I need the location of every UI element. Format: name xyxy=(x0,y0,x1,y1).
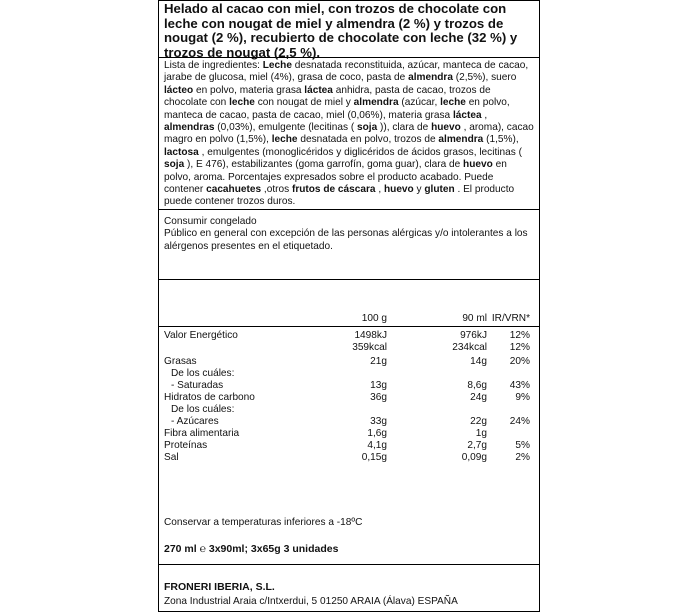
ingredient-text: en polvo, aroma. Porcentajes expresados sobre el producto acabado. Puede contener xyxy=(164,159,507,196)
header-per-100g: 100 g xyxy=(361,313,387,324)
ingredient-text: en polvo, materia grasa xyxy=(193,84,305,96)
company-divider xyxy=(159,564,539,565)
value-per-100g: 1,6g xyxy=(367,428,387,439)
value-ir-vrn: 9% xyxy=(515,392,530,403)
ingredient-text: desnatada en polvo, trozos de xyxy=(297,134,439,146)
nutrition-header-row xyxy=(159,313,539,325)
nutrition-row xyxy=(159,392,539,404)
net-quantity xyxy=(164,543,338,555)
allergen-term: leche xyxy=(229,97,255,109)
ingredient-text: (2,5%), suero xyxy=(452,72,517,84)
company-name: FRONERI IBERIA, S.L. xyxy=(164,581,275,593)
allergen-term: almendra xyxy=(353,97,399,109)
header-ir-vrn: IR/VRN* xyxy=(491,313,530,324)
allergen-term: láctea xyxy=(452,109,482,121)
net-volume: 270 ml xyxy=(164,543,197,555)
allergen-term: láctea xyxy=(304,84,333,96)
ingredient-text: Lista de ingredientes: xyxy=(164,60,263,71)
nutrient-name: Grasas xyxy=(164,356,197,367)
nutrition-row xyxy=(159,356,539,368)
allergen-term: almendra xyxy=(408,72,453,84)
ingredient-text: ,otros xyxy=(261,184,292,196)
company-address: Zona Industrial Araia c/Intxerdui, 5 01250 ARAIA (Álava) ESPAÑA xyxy=(164,596,458,607)
value-per-90ml: 1g xyxy=(475,428,487,439)
ingredient-text: , xyxy=(481,109,488,121)
nutrient-name: - Azúcares xyxy=(171,416,219,427)
nutrition-row xyxy=(159,416,539,428)
storage-instruction: Conservar a temperaturas inferiores a -18ºC xyxy=(164,517,363,528)
value-ir-vrn: 43% xyxy=(509,380,530,391)
nutrition-row xyxy=(159,368,539,380)
ingredient-text: )), clara de xyxy=(377,122,432,134)
consumption-instruction: Consumir congelado xyxy=(164,216,257,227)
allergen-term: Leche xyxy=(262,60,292,71)
value-per-100g: 4,1g xyxy=(367,440,387,451)
ingredient-text: anhidra, pasta de cacao, trozos de chocolate con xyxy=(164,84,491,109)
product-label xyxy=(158,0,540,612)
value-ir-vrn: 2% xyxy=(515,452,530,463)
nutrition-row xyxy=(159,428,539,440)
ingredient-text: (1,5%), xyxy=(483,134,519,146)
value-per-100g: 0,15g xyxy=(361,452,387,463)
allergen-term: almendra xyxy=(438,134,484,146)
value-per-90ml: 8,6g xyxy=(467,380,487,391)
allergen-term: soja xyxy=(357,122,378,134)
nutrient-name: De los cuáles: xyxy=(171,404,235,415)
ingredients-list xyxy=(159,58,539,210)
value-ir-vrn: 12% xyxy=(509,342,530,353)
allergen-term: huevo xyxy=(463,159,493,171)
value-per-90ml: 24g xyxy=(470,392,487,403)
nutrition-row xyxy=(159,380,539,392)
nutrient-name: Fibra alimentaria xyxy=(164,428,240,439)
allergen-term: huevo xyxy=(383,184,414,196)
ingredient-text: , emulgentes (monoglicéridos y diglicéridos de ácidos grasos, lecitinas ( xyxy=(198,146,522,158)
allergen-term: lactosa xyxy=(164,146,199,158)
nutrient-name: Sal xyxy=(164,452,179,463)
estimated-sign-icon: ℮ xyxy=(199,543,206,555)
nutrition-row xyxy=(159,440,539,452)
value-per-90ml: 976kJ xyxy=(460,330,487,341)
value-per-100g: 36g xyxy=(370,392,387,403)
allergen-term: huevo xyxy=(431,122,461,134)
value-per-100g: 21g xyxy=(370,356,387,367)
ingredient-text: ), E 476), estabilizantes (goma garrofín, goma guar), clara de xyxy=(184,159,464,171)
pack-detail: 3x90ml; 3x65g 3 unidades xyxy=(208,543,339,555)
ingredient-text: (0,03%), emulgente (lecitinas ( xyxy=(214,122,357,134)
ingredient-text: con nougat de miel y xyxy=(254,97,354,109)
ingredient-text: , xyxy=(375,184,384,196)
nutrition-row xyxy=(159,330,539,342)
allergen-term: cacahuetes xyxy=(206,184,262,196)
value-per-90ml: 14g xyxy=(470,356,487,367)
value-per-100g: 1498kJ xyxy=(354,330,387,341)
nutrient-name: Proteínas xyxy=(164,440,208,451)
nutrient-name: - Saturadas xyxy=(171,380,224,391)
allergen-term: almendras xyxy=(164,122,215,134)
nutrition-row xyxy=(159,452,539,464)
nutrition-divider xyxy=(159,326,539,327)
value-per-100g: 33g xyxy=(370,416,387,427)
nutrient-name: De los cuáles: xyxy=(171,368,235,379)
consumption-info xyxy=(159,210,539,280)
value-ir-vrn: 12% xyxy=(509,330,530,341)
nutrient-name: Valor Energético xyxy=(164,330,238,341)
allergen-term: leche xyxy=(440,97,466,109)
ingredient-text: , aroma), cacao magro en polvo (1,5%), xyxy=(164,122,534,146)
allergen-term: leche xyxy=(271,134,298,146)
allergen-term: lácteo xyxy=(164,84,194,96)
ingredient-text: (azúcar, xyxy=(398,97,441,109)
allergen-term: soja xyxy=(164,159,185,171)
value-ir-vrn: 5% xyxy=(515,440,530,451)
value-per-100g: 359kcal xyxy=(352,342,387,353)
ingredient-text: desnatada reconstituida, azúcar, manteca de cacao, jarabe de glucosa, miel (4%), grasa de coco, pasta de xyxy=(164,60,529,84)
value-per-90ml: 2,7g xyxy=(467,440,487,451)
ingredient-text: . El producto puede contener trozos duros. xyxy=(164,184,515,208)
value-per-90ml: 0,09g xyxy=(461,452,487,463)
nutrition-row xyxy=(159,404,539,416)
product-title: Helado al cacao con miel, con trozos de chocolate con leche con nougat de miel y almendra (2 %) y trozos de nougat (2 %), recubierto de chocolate con leche (32 %) y trozos de nougat (2,5 %). xyxy=(159,1,539,58)
value-ir-vrn: 20% xyxy=(509,356,530,367)
allergen-notice: Público en general con excepción de las personas alérgicas y/o intolerantes a los alérgenos presentes en el etiquetado. xyxy=(164,228,528,252)
nutrient-name: Hidratos de carbono xyxy=(164,392,255,403)
value-ir-vrn: 24% xyxy=(509,416,530,427)
ingredient-text: en polvo, manteca de cacao, pasta de cacao, miel (0,06%), materia grasa xyxy=(164,97,510,121)
value-per-100g: 13g xyxy=(370,380,387,391)
allergen-term: gluten xyxy=(424,184,455,196)
nutrition-row xyxy=(159,342,539,354)
value-per-90ml: 234kcal xyxy=(452,342,487,353)
header-per-90ml: 90 ml xyxy=(462,313,487,324)
ingredient-text: y xyxy=(413,184,425,196)
allergen-term: frutos de cáscara xyxy=(291,184,376,196)
value-per-90ml: 22g xyxy=(470,416,487,427)
